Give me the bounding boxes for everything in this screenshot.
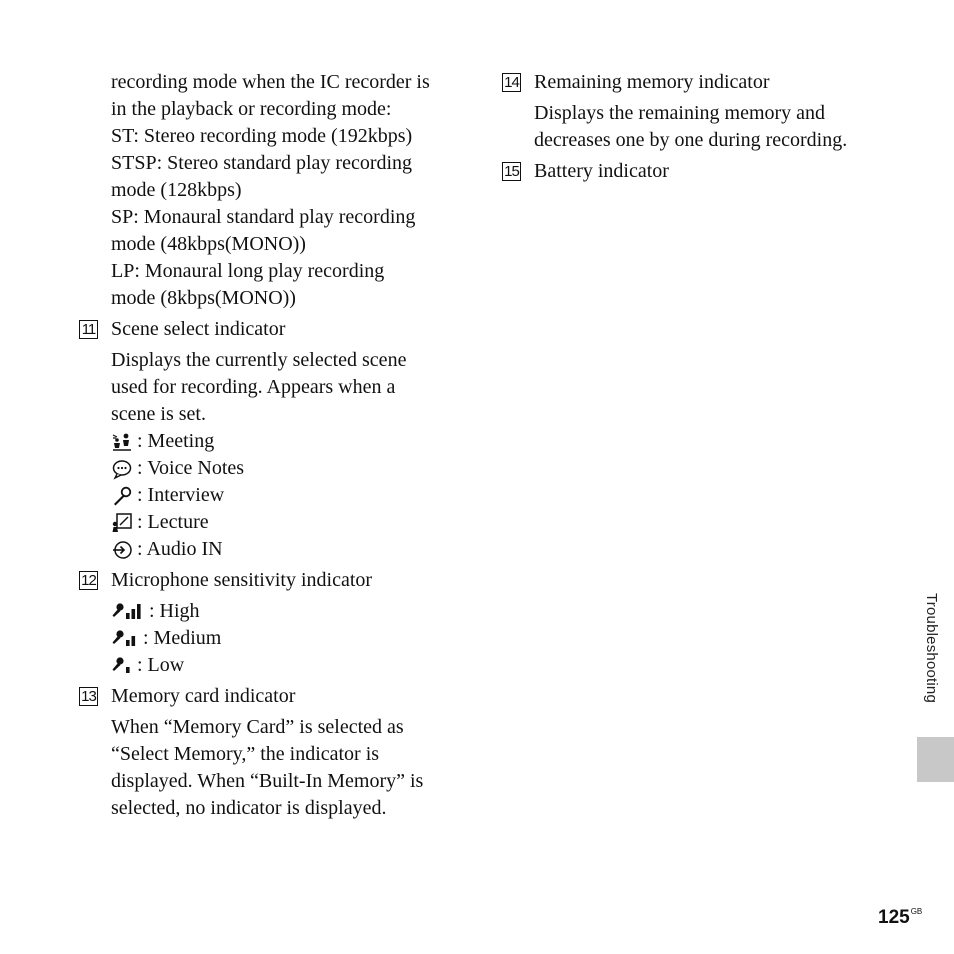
- item-number-11: 11: [79, 320, 98, 339]
- page-number: [878, 907, 922, 929]
- item-13-desc: “Select Memory,” the indicator is: [111, 743, 380, 765]
- item-14-desc: decreases one by one during recording.: [534, 129, 848, 151]
- voice-notes-icon: [111, 458, 133, 480]
- item-14-title: Remaining memory indicator: [534, 71, 770, 93]
- item-11-desc: Displays the currently selected scene: [111, 349, 407, 371]
- item-15-title: Battery indicator: [534, 160, 669, 182]
- mic-level-high: [79, 598, 469, 625]
- intro-line: in the playback or recording mode:: [111, 98, 392, 120]
- item-15-heading: [502, 158, 902, 185]
- mic-level-label: : Low: [137, 654, 185, 676]
- page-number-value: 125: [878, 907, 910, 928]
- item-11-desc: scene is set.: [111, 403, 206, 425]
- item-11-heading: [79, 316, 469, 343]
- mic-medium-icon: [111, 628, 139, 650]
- meeting-icon: [111, 431, 133, 453]
- mic-high-icon: [111, 601, 145, 623]
- item-13-desc: When “Memory Card” is selected as: [111, 716, 404, 738]
- scene-label: : Voice Notes: [137, 457, 245, 479]
- mic-low-icon: [111, 655, 133, 677]
- item-number-14: 14: [502, 73, 521, 92]
- item-number-15: 15: [502, 162, 521, 181]
- item-11-desc: used for recording. Appears when a: [111, 376, 396, 398]
- scene-label: : Audio IN: [137, 538, 223, 560]
- intro-line: mode (48kbps(MONO)): [111, 233, 306, 255]
- mic-level-label: : Medium: [143, 627, 222, 649]
- item-13-desc: displayed. When “Built-In Memory” is: [111, 770, 424, 792]
- mic-level-label: : High: [149, 600, 200, 622]
- page-number-suffix: GB: [910, 907, 923, 916]
- intro-line: STSP: Stereo standard play recording: [111, 152, 413, 174]
- scene-interview: [79, 482, 469, 509]
- intro-line: ST: Stereo recording mode (192kbps): [111, 125, 413, 147]
- intro-line: mode (8kbps(MONO)): [111, 287, 296, 309]
- item-13-title: Memory card indicator: [111, 685, 296, 707]
- scene-audio-in: [79, 536, 469, 563]
- item-13-heading: [79, 683, 469, 710]
- intro-line: LP: Monaural long play recording: [111, 260, 385, 282]
- scene-label: : Lecture: [137, 511, 209, 533]
- scene-label: : Interview: [137, 484, 225, 506]
- mic-level-low: [79, 652, 469, 679]
- item-11-title: Scene select indicator: [111, 318, 286, 340]
- section-side-label: Troubleshooting: [923, 593, 940, 704]
- left-column: [79, 69, 469, 822]
- intro-line: SP: Monaural standard play recording: [111, 206, 416, 228]
- scene-lecture: [79, 509, 469, 536]
- item-number-12: 12: [79, 571, 98, 590]
- mic-level-medium: [79, 625, 469, 652]
- intro-line: recording mode when the IC recorder is: [111, 71, 430, 93]
- item-14-desc: Displays the remaining memory and: [534, 102, 826, 124]
- section-tab-marker: [917, 737, 954, 782]
- item-12-heading: [79, 567, 469, 594]
- item-number-13: 13: [79, 687, 98, 706]
- scene-meeting: [79, 428, 469, 455]
- scene-label: : Meeting: [137, 430, 215, 452]
- scene-voice-notes: [79, 455, 469, 482]
- right-column: [502, 69, 902, 185]
- item-12-title: Microphone sensitivity indicator: [111, 569, 373, 591]
- audio-in-icon: [111, 539, 133, 561]
- item-13-desc: selected, no indicator is displayed.: [111, 797, 387, 819]
- intro-line: mode (128kbps): [111, 179, 242, 201]
- lecture-icon: [111, 512, 133, 534]
- item-14-heading: [502, 69, 902, 96]
- interview-icon: [111, 485, 133, 507]
